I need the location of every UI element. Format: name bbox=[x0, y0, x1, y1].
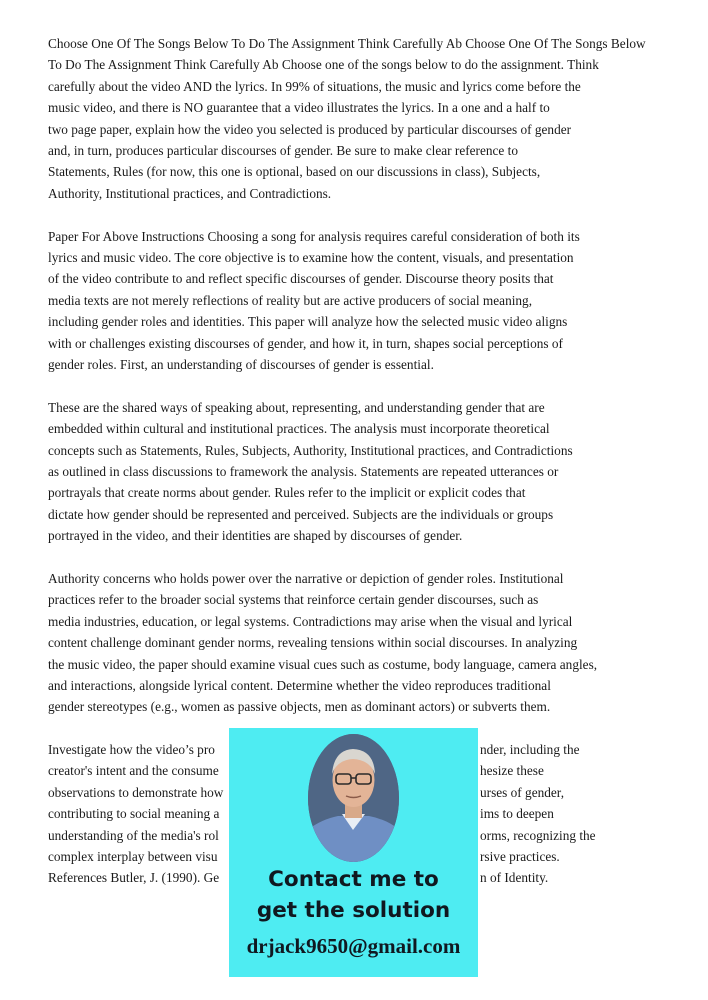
text-line: rsive practices. bbox=[480, 849, 560, 864]
text-line: the music video, the paper should examine visual cues such as costume, body language, camera angles, bbox=[48, 657, 598, 672]
contact-promo-banner[interactable] bbox=[229, 728, 478, 977]
text-line: Authority, Institutional practices, and Contradictions. bbox=[48, 186, 332, 201]
text-line: concepts such as Statements, Rules, Subjects, Authority, Institutional practices, and Contradictions bbox=[48, 443, 573, 458]
text-line: creator's intent and the consume bbox=[48, 763, 219, 778]
text-line: These are the shared ways of speaking about, representing, and understanding gender that are bbox=[48, 400, 545, 415]
text-line: as outlined in class discussions to framework the analysis. Statements are repeated utterances or bbox=[48, 464, 559, 479]
text-line: embedded within cultural and institutional practices. The analysis must incorporate theoretical bbox=[48, 421, 550, 436]
text-line: with or challenges existing discourses of gender, and how it, in turn, shapes social perceptions of bbox=[48, 336, 563, 351]
text-line: urses of gender, bbox=[480, 785, 565, 800]
profile-photo bbox=[308, 734, 399, 862]
text-line: nder, including the bbox=[480, 742, 580, 757]
text-line: contributing to social meaning a bbox=[48, 806, 220, 821]
contact-email-link[interactable]: drjack9650@gmail.com bbox=[246, 934, 461, 958]
person-portrait-icon bbox=[308, 734, 399, 862]
text-line: and interactions, alongside lyrical content. Determine whether the video reproduces traditional bbox=[48, 678, 551, 693]
text-line: dictate how gender should be represented and perceived. Subjects are the individuals or groups bbox=[48, 507, 554, 522]
text-line: References Butler, J. (1990). Ge bbox=[48, 870, 220, 885]
text-line: lyrics and music video. The core objective is to examine how the content, visuals, and presentation bbox=[48, 250, 574, 265]
text-line: Choose One Of The Songs Below To Do The Assignment Think Carefully Ab Choose One Of The Songs Below bbox=[48, 36, 646, 51]
text-line: Investigate how the video’s pro bbox=[48, 742, 215, 757]
text-line: gender stereotypes (e.g., women as passive objects, men as dominant actors) or subverts them. bbox=[48, 699, 551, 714]
text-line: practices refer to the broader social systems that reinforce certain gender discourses, such as bbox=[48, 592, 539, 607]
text-line: Paper For Above Instructions Choosing a song for analysis requires careful consideration of both its bbox=[48, 229, 580, 244]
promo-heading-line-1: Contact me to bbox=[268, 867, 439, 892]
promo-heading-line-2: get the solution bbox=[256, 898, 451, 923]
text-line: understanding of the media's rol bbox=[48, 828, 219, 843]
text-line: Authority concerns who holds power over the narrative or depiction of gender roles. Institutional bbox=[48, 571, 564, 586]
text-line: hesize these bbox=[480, 763, 544, 778]
text-line: two page paper, explain how the video you selected is produced by particular discourses of gender bbox=[48, 122, 572, 137]
text-line: media industries, education, or legal systems. Contradictions may arise when the visual and lyrical bbox=[48, 614, 573, 629]
text-line: music video, and there is NO guarantee that a video illustrates the lyrics. In a one and a half to bbox=[48, 100, 550, 115]
text-line: ims to deepen bbox=[480, 806, 554, 821]
text-line: gender roles. First, an understanding of discourses of gender is essential. bbox=[48, 357, 434, 372]
text-line: content challenge dominant gender norms, revealing tensions within social discourses. In analyzing bbox=[48, 635, 578, 650]
text-line: media texts are not merely reflections of reality but are active producers of social meaning, bbox=[48, 293, 533, 308]
text-line: portrayed in the video, and their identities are shaped by discourses of gender. bbox=[48, 528, 463, 543]
text-line: To Do The Assignment Think Carefully Ab Choose one of the songs below to do the assignment. Think bbox=[48, 57, 599, 72]
text-line: of the video contribute to and reflect specific discourses of gender. Discourse theory posits that bbox=[48, 271, 554, 286]
text-line: carefully about the video AND the lyrics. In 99% of situations, the music and lyrics come before the bbox=[48, 79, 581, 94]
text-line: and, in turn, produces particular discourses of gender. Be sure to make clear reference to bbox=[48, 143, 519, 158]
text-line: orms, recognizing the bbox=[480, 828, 596, 843]
text-line: Statements, Rules (for now, this one is optional, based on our discussions in class), Subjects, bbox=[48, 164, 541, 179]
text-line: observations to demonstrate how bbox=[48, 785, 224, 800]
text-line: including gender roles and identities. This paper will analyze how the selected music video aligns bbox=[48, 314, 568, 329]
text-line: complex interplay between visu bbox=[48, 849, 218, 864]
text-line: n of Identity. bbox=[480, 870, 549, 885]
text-line: portrayals that create norms about gender. Rules refer to the implicit or explicit codes that bbox=[48, 485, 526, 500]
